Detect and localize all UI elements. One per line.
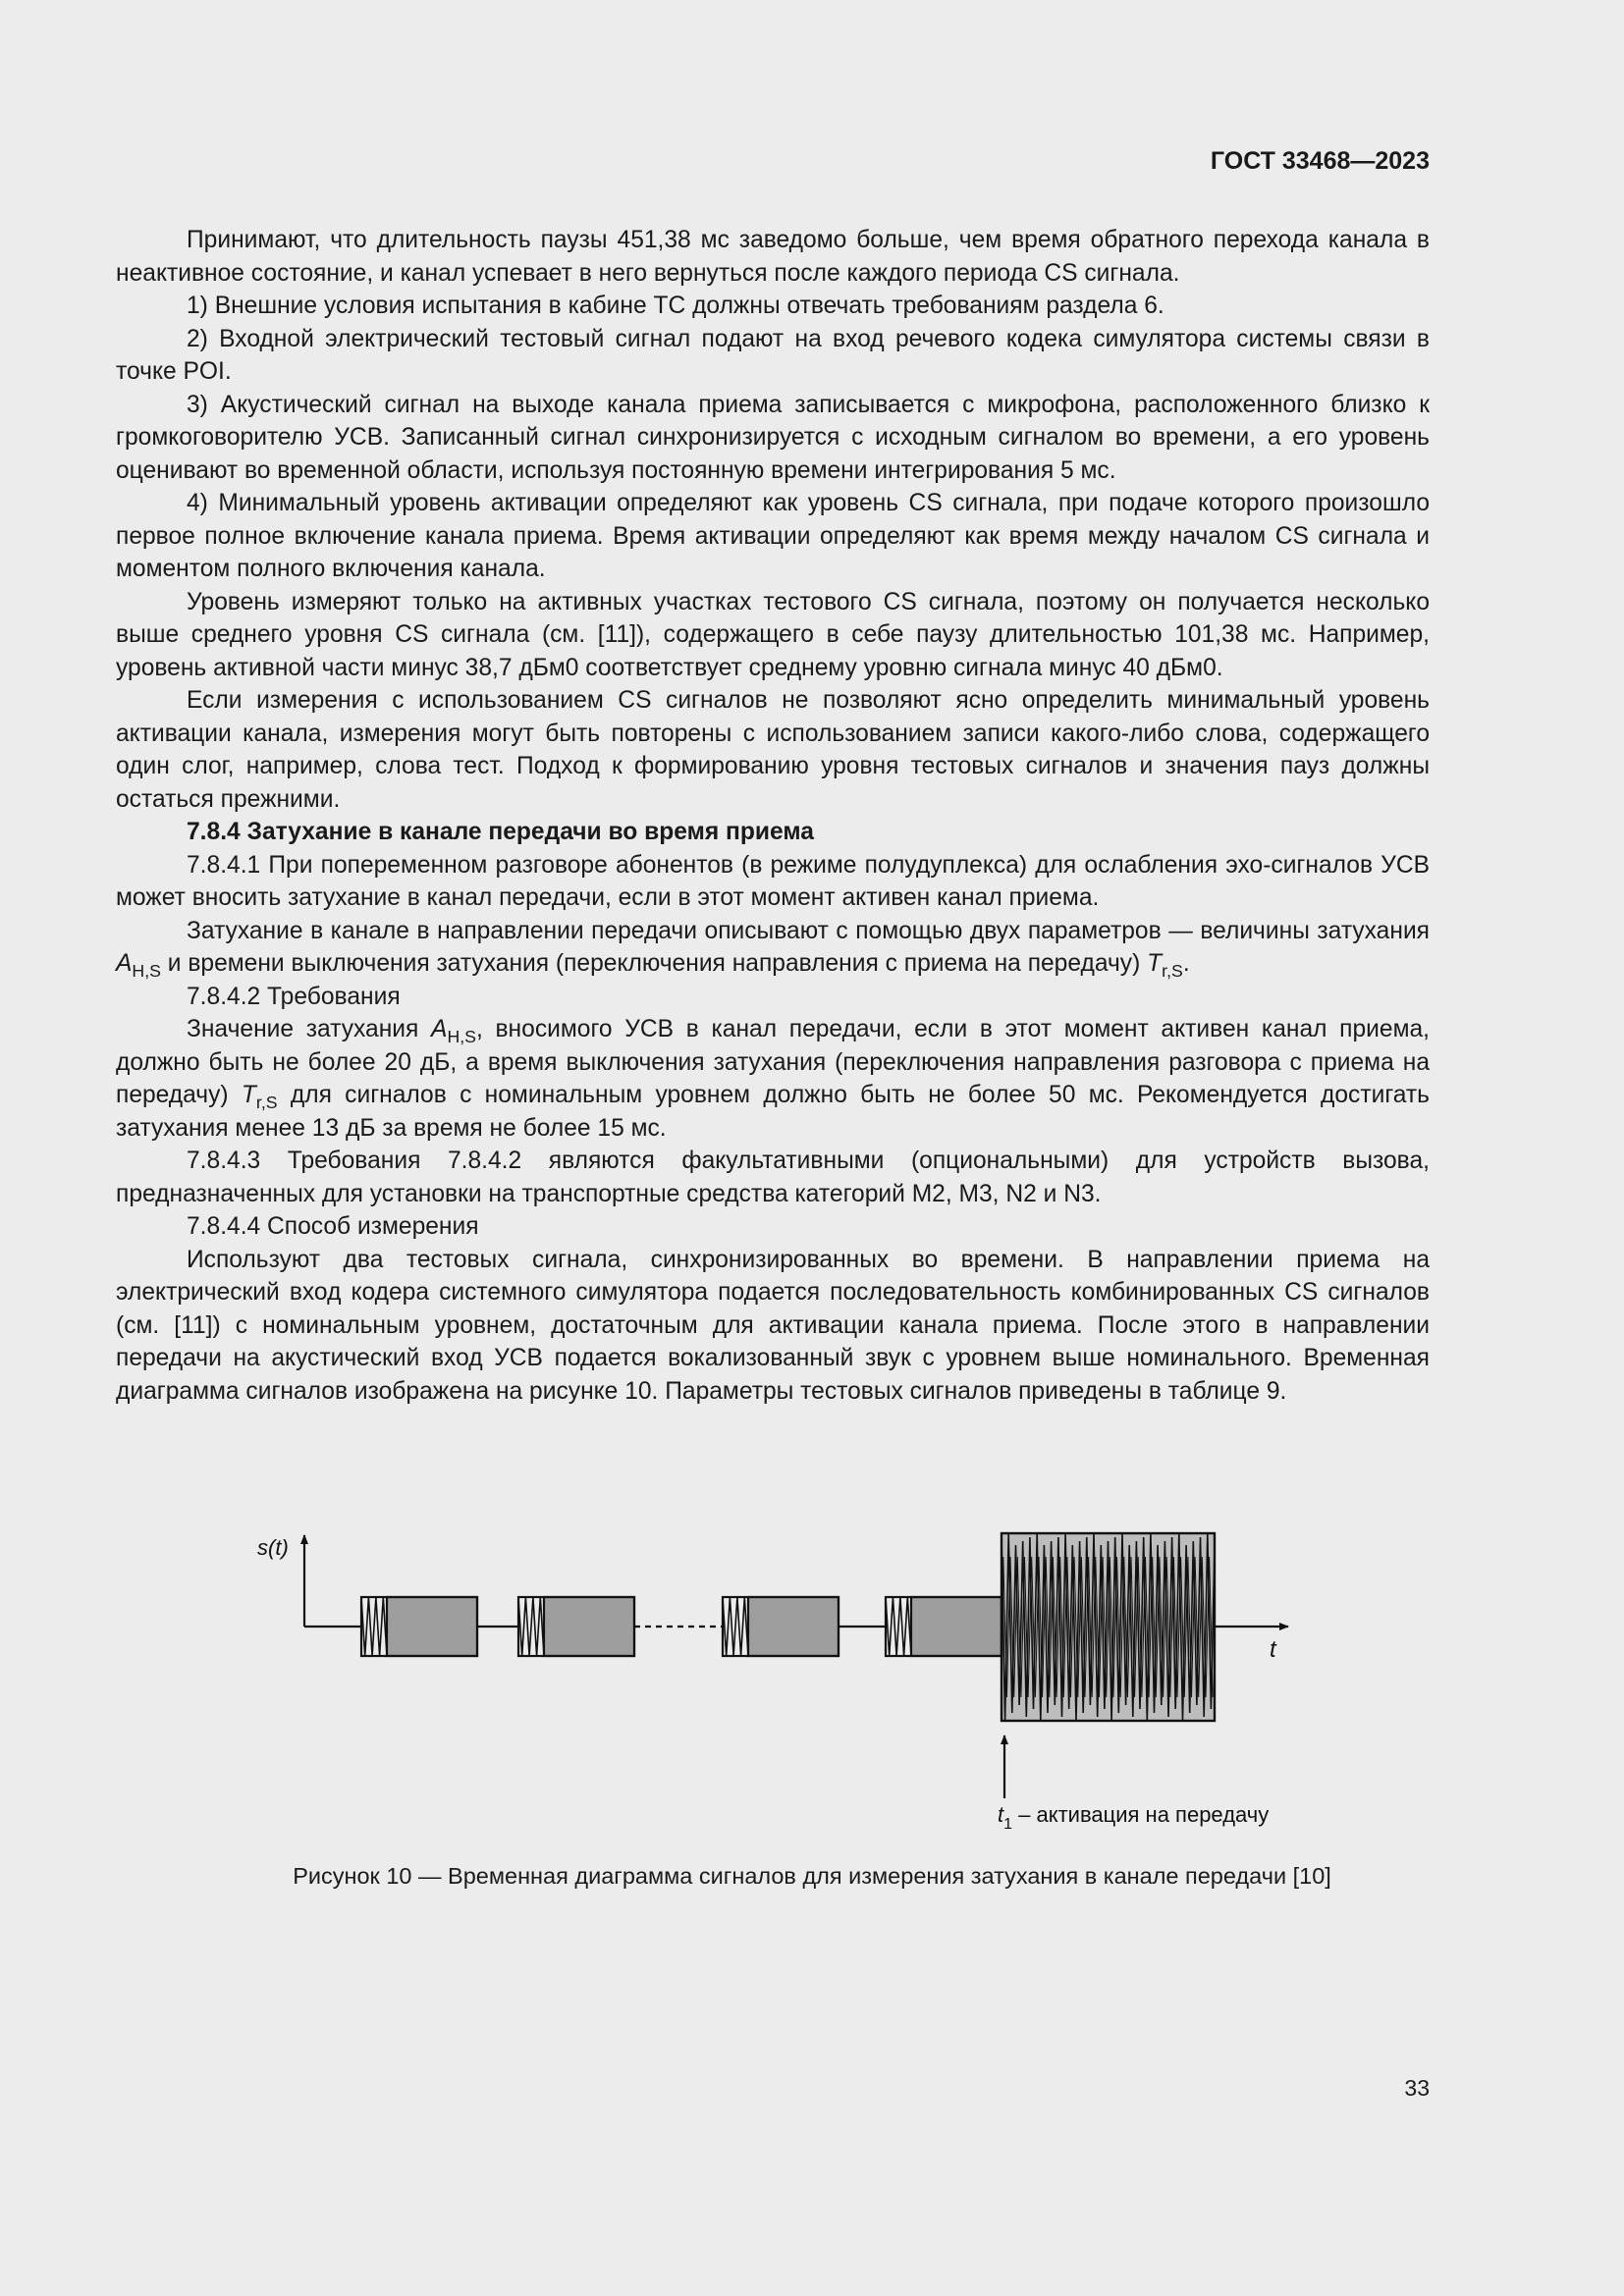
symbol-switch-time-sub: r,S <box>1162 961 1183 982</box>
paragraph: 7.8.4.4 Способ измерения <box>187 1213 479 1240</box>
paragraph-text: и времени выключения затухания (переключения направления с приема на передачу) <box>167 950 1148 977</box>
paragraph <box>116 1013 1430 1145</box>
cs-signal-block <box>911 1597 1001 1656</box>
x-axis-label: t <box>1270 1636 1276 1663</box>
paragraph-text: . <box>1182 950 1190 977</box>
figure-caption: Рисунок 10 — Временная диаграмма сигналов для измерения затухания в канале передачи [10] <box>293 1863 1331 1889</box>
section-heading: 7.8.4 Затухание в канале передачи во время приема <box>187 819 814 845</box>
paragraph-text: для сигналов с номинальным уровнем должно быть не более 50 мс. Рекомендуется достигать затухания менее 13 дБ за время не более 15 мс. <box>116 1082 1430 1142</box>
paragraph: Если измерения с использованием CS сигналов не позволяют ясно определить минимальный уровень активации канала, измерения могут быть повторены с использованием записи какого-либо слова, содержащего один слог, например, слова тест. Подход к формированию уровня тестовых сигналов и значения пауз должны остаться прежними. <box>116 687 1430 813</box>
symbol-switch-time-sub: r,S <box>255 1093 278 1113</box>
paragraph: 7.8.4.1 При попеременном разговоре абонентов (в режиме полудуплекса) для ослабления эхо-сигналов УСВ может вносить затухание в канал передачи, если в этот момент активен канал приема. <box>116 851 1430 911</box>
paragraph: 1) Внешние условия испытания в кабине ТС должны отвечать требованиям раздела 6. <box>187 293 1164 319</box>
paragraph: 4) Минимальный уровень активации определяют как уровень CS сигнала, при подаче которого произошло первое полное включение канала приема. Время активации определяют как время между началом CS сигнала и моментом полного включения канала. <box>116 490 1430 582</box>
page-number: 33 <box>1404 2075 1430 2101</box>
cs-signal-block <box>748 1597 839 1656</box>
cs-signal-oscillation <box>361 1597 387 1656</box>
cs-signal-oscillation <box>723 1597 748 1656</box>
symbol-switch-time: T <box>241 1082 256 1108</box>
cs-signal-block <box>544 1597 634 1656</box>
symbol-attenuation: A <box>431 1016 448 1042</box>
paragraph-text: Затухание в канале в направлении передачи описывают с помощью двух параметров — величины затухания <box>187 917 1430 944</box>
paragraph-text: , вносимого УСВ в канал передачи, если в этот момент активен канал приема, должно быть не более 20 дБ, а время выключения затухания (переключения направления разговора с приема на передачу) <box>116 1016 1431 1108</box>
paragraph: 7.8.4.3 Требования 7.8.4.2 являются факультативными (опциональными) для устройств вызова, предназначенных для установки на транспортные средства категорий М2, М3, N2 и N3. <box>116 1148 1430 1207</box>
symbol-switch-time: T <box>1147 950 1163 977</box>
document-body <box>116 224 1430 1408</box>
cs-signal-block <box>387 1597 477 1656</box>
paragraph-text: Значение затухания <box>187 1016 432 1042</box>
paragraph: Принимают, что длительность паузы 451,38 мс заведомо больше, чем время обратного перехода канала в неактивное состояние, и канал успевает в него вернуться после каждого периода CS сигнала. <box>116 227 1430 287</box>
paragraph: 7.8.4.2 Требования <box>187 983 401 1010</box>
paragraph <box>116 915 1430 981</box>
paragraph: 3) Акустический сигнал на выходе канала приема записывается с микрофона, расположенного близко к громкоговорителю УСВ. Записанный сигнал синхронизируется с исходным сигналом во времени, а его уровень оценивают во временной области, используя постоянную времени интегрирования 5 мс. <box>116 391 1430 484</box>
symbol-attenuation: A <box>116 950 133 977</box>
paragraph: Используют два тестовых сигнала, синхронизированных во времени. В направлении приема на электрический вход кодера системного симулятора подается последовательность комбинированных CS сигналов (см. [11]) с номинальным уровнем, достаточным для активации канала приема. После этого в направлении передачи на акустический вход УСВ подается вокализованный звук с уровнем выше номинального. Временная диаграмма сигналов изображена на рисунке 10. Параметры тестовых сигналов приведены в таблице 9. <box>116 1246 1430 1405</box>
y-axis-label: s(t) <box>257 1535 289 1560</box>
signal-timing-diagram <box>0 1512 1624 1865</box>
paragraph: Уровень измеряют только на активных участках тестового CS сигнала, поэтому он получается несколько выше среднего уровня CS сигнала (см. [11]), содержащего в себе паузу длительностью 101,38 мс. Например, уровень активной части минус 38,7 дБм0 соответствует среднему уровню сигнала минус 40 дБм0. <box>116 588 1430 681</box>
cs-signal-oscillation <box>886 1597 911 1656</box>
symbol-attenuation-sub: H,S <box>132 961 161 982</box>
paragraph: 2) Входной электрический тестовый сигнал подают на вход речевого кодека симулятора системы связи в точке POI. <box>116 325 1430 385</box>
document-header: ГОСТ 33468—2023 <box>1210 147 1430 175</box>
cs-signal-oscillation <box>518 1597 544 1656</box>
activation-annotation: $t_1$ – активация на передачу <box>998 1802 1270 1833</box>
symbol-attenuation-sub: H,S <box>447 1027 476 1047</box>
